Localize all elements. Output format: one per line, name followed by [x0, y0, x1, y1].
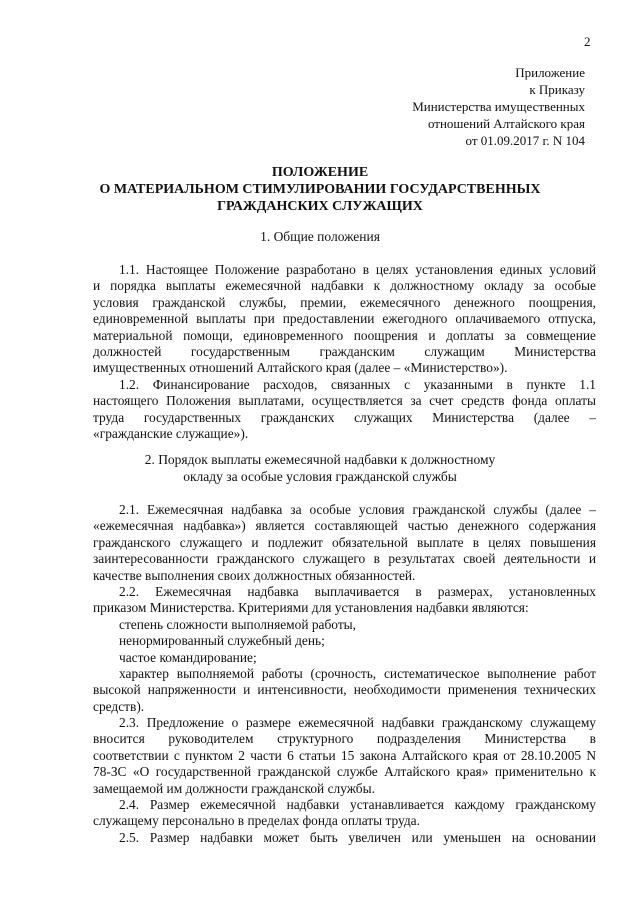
- paragraph-line: соответствии с пунктом 2 части 6 статьи 15 закона Алтайского края от 28.10.2005 N: [93, 747, 596, 763]
- paragraph-line: приказом Министерства. Критериями для установления надбавки являются:: [93, 600, 529, 616]
- paragraph-line: характер выполняемой работы (срочность, систематическое выполнение работ: [119, 665, 596, 681]
- paragraph-line: замещаемой им должности гражданской службы.: [93, 780, 375, 796]
- section-1-heading-text: 1. Общие положения: [260, 229, 380, 244]
- section-2-heading-line: 2. Порядок выплаты ежемесячной надбавки к должностному: [144, 452, 496, 467]
- appendix-line: Министерства имущественных: [412, 99, 585, 114]
- title-line: ПОЛОЖЕНИЕ: [271, 165, 369, 180]
- paragraph-line: средств).: [93, 698, 145, 714]
- appendix-line: к Приказу: [529, 82, 585, 97]
- paragraph-line: 2.2. Ежемесячная надбавка выплачивается в размерах, установленных: [119, 583, 596, 599]
- paragraph-line: 2.3. Предложение о размере ежемесячной надбавки гражданскому служащему: [119, 715, 596, 731]
- appendix-line: Приложение: [515, 65, 585, 80]
- paragraph-line: ненормированный служебный день;: [119, 633, 325, 649]
- paragraph-line: материальной помощи, единовременного поощрения и доплаты за совмещение: [93, 327, 596, 343]
- paragraph-line: 2.5. Размер надбавки может быть увеличен или уменьшен на основании: [119, 829, 596, 845]
- section-1-body: [93, 262, 596, 442]
- appendix-line: от 01.09.2017 г. N 104: [465, 133, 585, 148]
- paragraph-line: 78-ЗС «О государственной гражданской службе Алтайского края» применительно к: [93, 764, 596, 780]
- section-2-heading-line: окладу за особые условия гражданской службы: [183, 468, 457, 484]
- paragraph-line: имущественных отношений Алтайского края (далее – «Министерство»).: [93, 360, 508, 376]
- document-title: [0, 164, 640, 215]
- paragraph-line: «ежемесячная надбавка») является составляющей частью денежного содержания: [93, 518, 596, 534]
- paragraph-line: и порядка выплаты ежемесячной надбавки к должностному окладу за особые: [93, 278, 596, 294]
- paragraph-line: труда государственных гражданских служащих Министерства (далее –: [93, 409, 596, 425]
- paragraph-line: вносится руководителем структурного подразделения Министерства в: [93, 731, 596, 747]
- paragraph-line: единовременной выплаты при предоставлении ежегодного оплачиваемого отпуска,: [93, 311, 596, 327]
- section-2-heading: [0, 452, 640, 485]
- section-1-heading: [0, 229, 640, 246]
- page-number: 2: [584, 34, 591, 49]
- paragraph-line: должностей государственным гражданским служащим Министерства: [93, 343, 596, 359]
- section-2-body: [93, 502, 596, 846]
- title-line: О МАТЕРИАЛЬНОМ СТИМУЛИРОВАНИИ ГОСУДАРСТВЕННЫХ: [99, 182, 541, 197]
- paragraph-line: служащему персонально в пределах фонда оплаты труда.: [93, 813, 420, 829]
- paragraph-line: 2.1. Ежемесячная надбавка за особые условия гражданской службы (далее –: [119, 502, 596, 517]
- paragraph-line: настоящего Положения выплатами, осуществляется за счет средств фонда оплаты: [93, 393, 596, 409]
- paragraph-line: качестве выполнения своих должностных обязанностей.: [93, 567, 416, 583]
- paragraph-line: частое командирование;: [119, 649, 257, 665]
- paragraph-line: 1.1. Настоящее Положение разработано в целях установления единых условий: [119, 262, 596, 277]
- title-line: ГРАЖДАНСКИХ СЛУЖАЩИХ: [217, 199, 423, 214]
- paragraph-line: 2.4. Размер ежемесячной надбавки устанавливается каждому гражданскому: [119, 797, 596, 813]
- paragraph-line: гражданского служащего и подлежит обязательной выплате в целях повышения: [93, 534, 596, 550]
- paragraph-line: степень сложности выполняемой работы,: [119, 616, 357, 632]
- appendix-block: [412, 64, 585, 149]
- paragraph-line: 1.2. Финансирование расходов, связанных с указанными в пункте 1.1: [119, 376, 596, 392]
- appendix-line: отношений Алтайского края: [427, 116, 585, 131]
- paragraph-line: «гражданские служащие»).: [93, 425, 249, 441]
- paragraph-line: заинтересованности гражданского служащего в результатах своей деятельности и: [93, 551, 596, 567]
- paragraph-line: условия гражданской службы, премии, ежемесячного денежного поощрения,: [93, 294, 596, 310]
- paragraph-line: высокой напряженности и интенсивности, необходимости применения технических: [93, 682, 596, 698]
